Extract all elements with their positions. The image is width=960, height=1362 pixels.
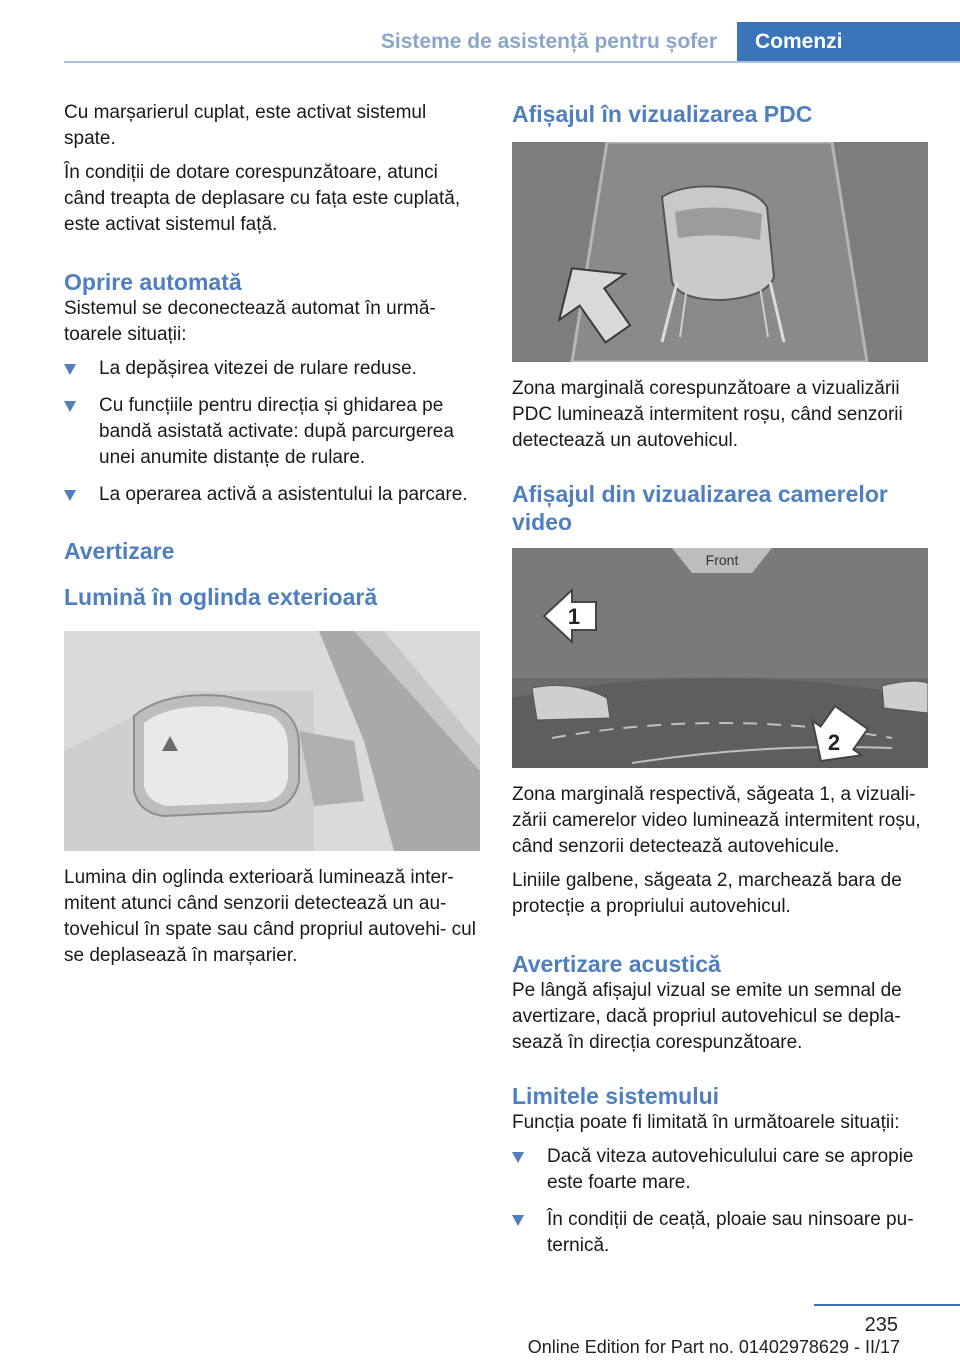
list-item: La operarea activă a asistentului la parcare.: [64, 482, 480, 508]
list-item: Cu funcțiile pentru direcția și ghidarea pe bandă asistată activate: după parcurgerea unei anumite distanțe de rulare.: [64, 393, 480, 471]
list-item: La depășirea vitezei de rulare reduse.: [64, 356, 480, 382]
arrow-2-label: 2: [827, 730, 841, 755]
mirror-caption: Lumina din oglinda exterioară luminează inter- mitent atunci când senzorii detectează un au- tovehicul în spate sau când propriul autovehi- cul se deplasează în marșarier.: [64, 867, 476, 966]
list-system-limits: [512, 1144, 928, 1259]
heading-acoustic-warning: Avertizare acustică: [512, 951, 721, 977]
arrow-1-label: 1: [567, 604, 581, 629]
bullet-triangle-icon: [64, 401, 76, 412]
heading-system-limits: Limitele sistemului: [512, 1083, 720, 1109]
paragraph-automatic-off: Sistemul se deconectează automat în urmă- toarele situații:: [64, 298, 436, 345]
camera-front-label: Front: [705, 552, 739, 568]
running-header-section: Sisteme de asistență pentru șofer: [380, 30, 717, 53]
running-header-chapter-tab: Comenzi: [737, 22, 960, 62]
paragraph-forward-gear: În condiții de dotare corespunzătoare, atunci când treapta de deplasare cu fața este cuplată, este activat sistemul față.: [64, 162, 461, 235]
right-column: [512, 100, 928, 1270]
list-item: Dacă viteza autovehiculului care se apropie este foarte mare.: [512, 1144, 928, 1196]
mirror-illustration: [64, 631, 480, 851]
heading-pdc-view: Afișajul în vizualizarea PDC: [512, 101, 813, 127]
header-rule: [64, 61, 960, 63]
bullet-triangle-icon: [64, 490, 76, 501]
heading-automatic-off: Oprire automată: [64, 269, 242, 295]
camera-view-illustration: [512, 548, 928, 768]
heading-warning: Avertizare: [64, 538, 175, 564]
footer-rule: [814, 1304, 960, 1306]
left-column: [64, 100, 480, 977]
heading-mirror-light: Lumină în oglinda exterioară: [64, 584, 378, 610]
camera-caption-2: Liniile galbene, săgeata 2, marchează bara de protecție a propriului autovehicul.: [512, 870, 902, 917]
paragraph-system-limits: Funcția poate fi limitată în următoarele situații:: [512, 1112, 900, 1133]
paragraph-acoustic-warning: Pe lângă afișajul vizual se emite un semnal de avertizare, dacă propriul autovehicul se depla- sează în direcția corespunzătoare.: [512, 980, 902, 1053]
list-automatic-off: [64, 356, 480, 508]
bullet-triangle-icon: [512, 1152, 524, 1163]
bullet-triangle-icon: [64, 364, 76, 375]
bullet-triangle-icon: [512, 1215, 524, 1226]
list-item: În condiții de ceață, ploaie sau ninsoare pu- ternică.: [512, 1207, 928, 1259]
camera-caption-1: Zona marginală respectivă, săgeata 1, a vizuali- zării camerelor video luminează intermitent roșu, când senzorii detectează autovehicule.: [512, 784, 921, 857]
online-edition-note: Online Edition for Part no. 01402978629 - II/17: [527, 1337, 900, 1357]
heading-camera-view: Afișajul din vizualizarea camerelor video: [512, 481, 888, 535]
pdc-view-illustration: [512, 142, 928, 362]
page-number: 235: [864, 1314, 898, 1336]
pdc-caption: Zona marginală corespunzătoare a vizualizării PDC luminează intermitent roșu, când senzorii detectează un autovehicul.: [512, 378, 903, 451]
paragraph-reverse-gear: Cu marșarierul cuplat, este activat sistemul spate.: [64, 102, 427, 149]
